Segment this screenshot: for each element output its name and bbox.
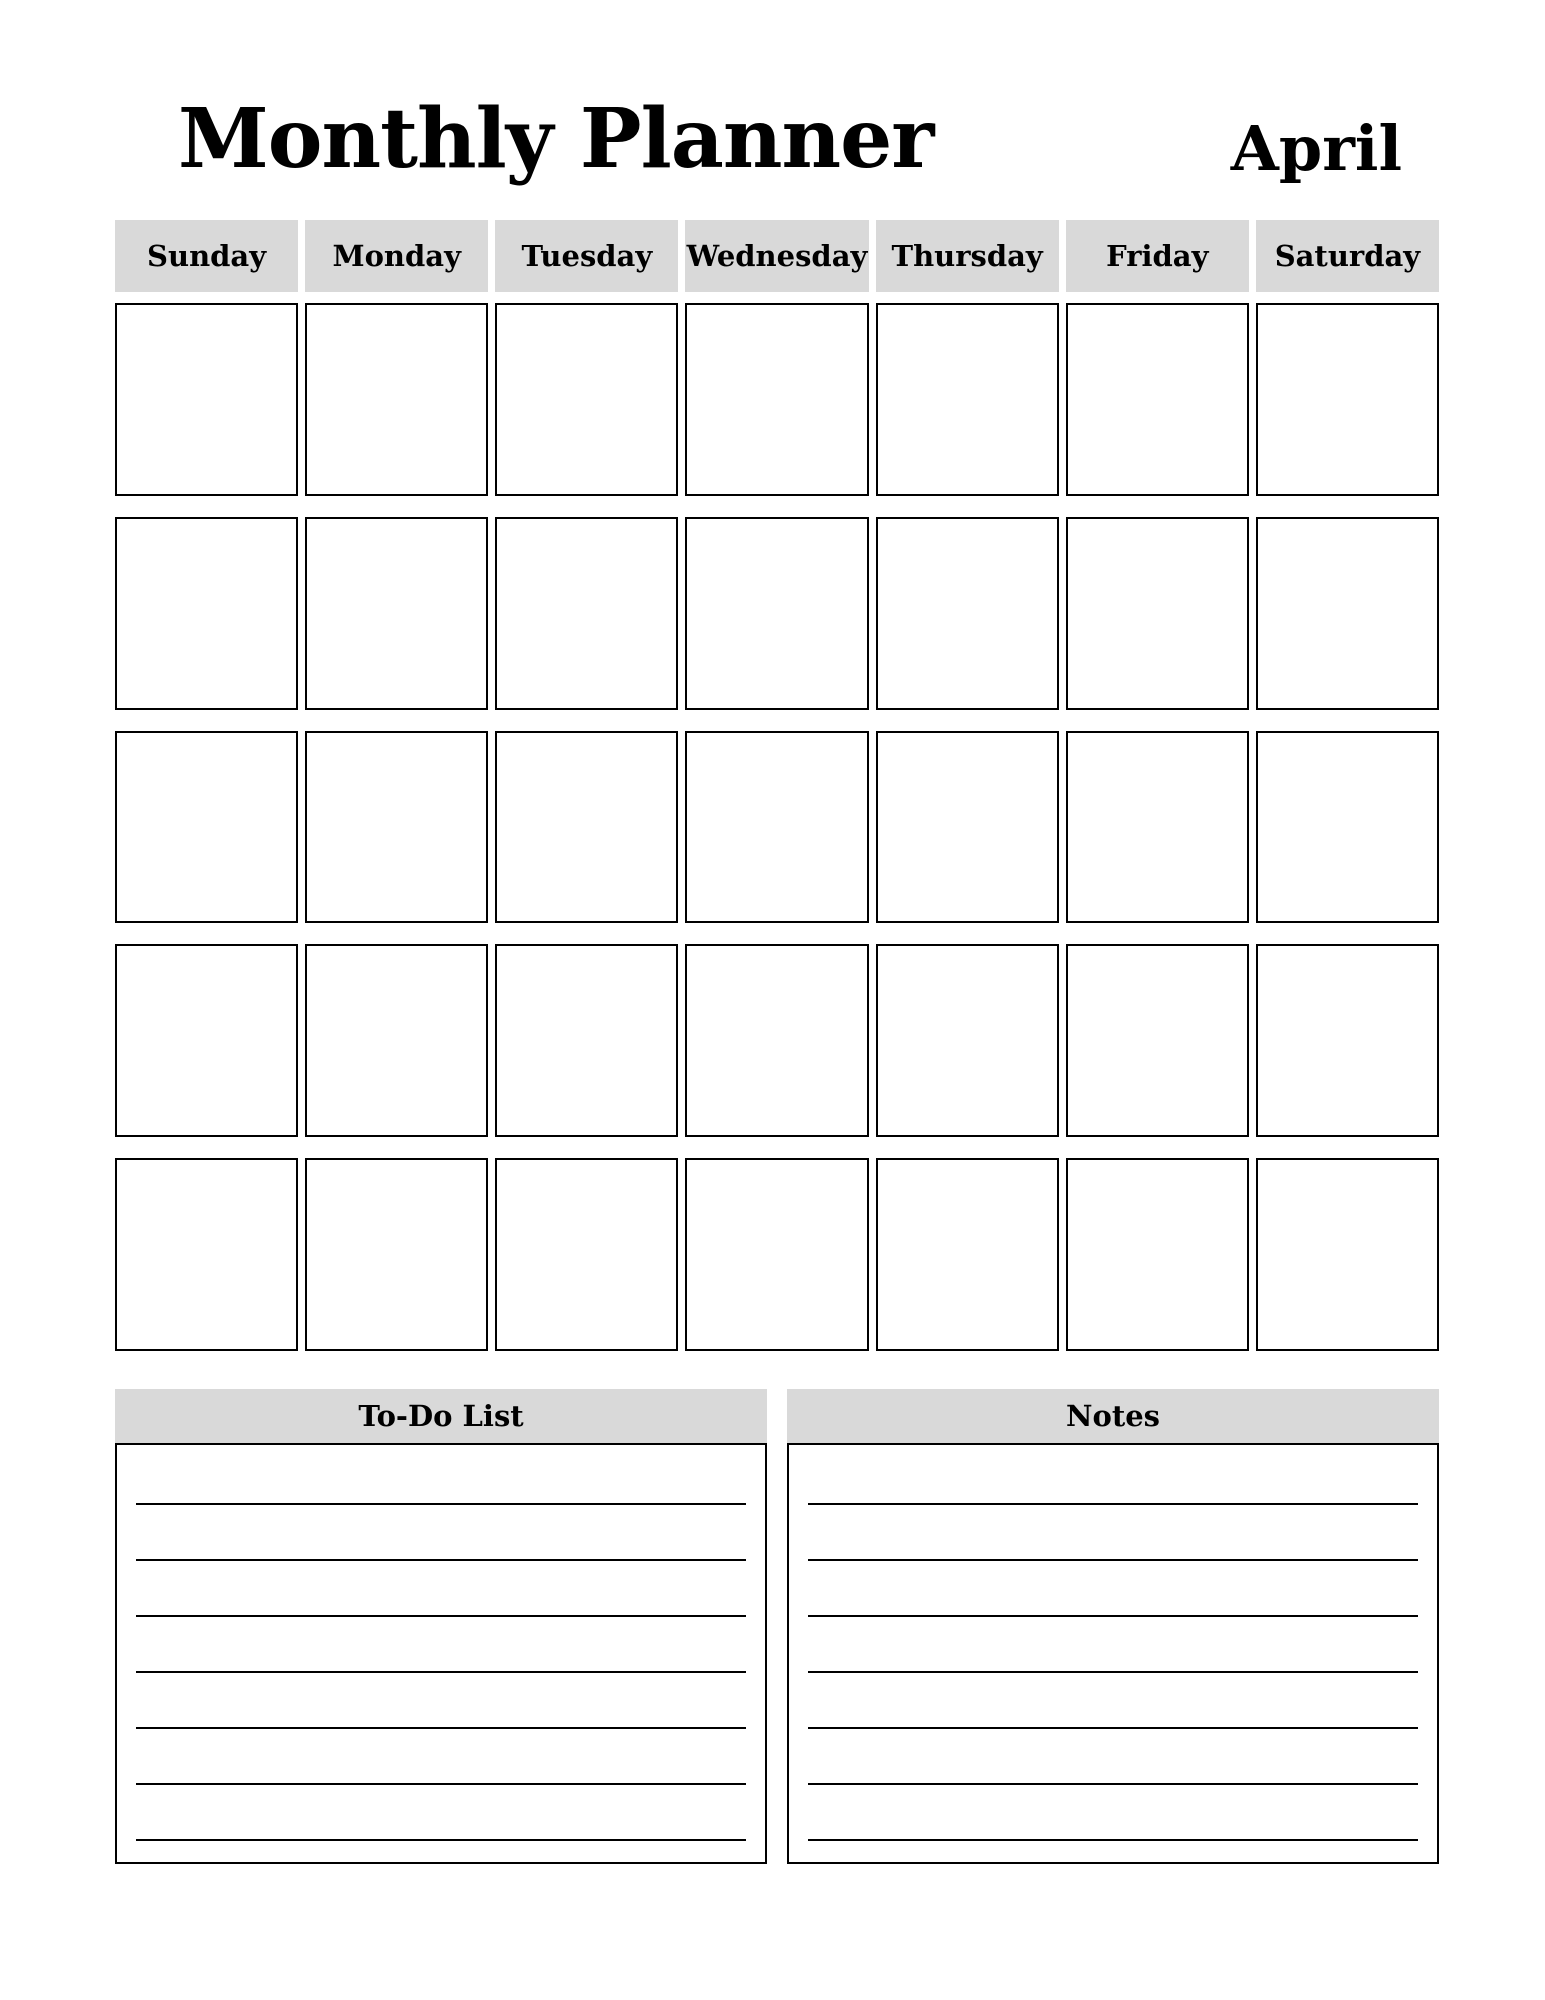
day-cell[interactable] [876,517,1059,710]
todo-line[interactable] [136,1503,746,1505]
day-cell[interactable] [685,731,868,924]
day-cell[interactable] [1066,731,1249,924]
day-cell[interactable] [305,731,488,924]
weekday-header-tuesday: Tuesday [495,220,678,292]
weekday-header-sunday: Sunday [115,220,298,292]
todo-panel-body[interactable] [115,1443,767,1864]
day-cell[interactable] [495,517,678,710]
calendar-grid [115,303,1439,1351]
day-cell[interactable] [1256,1158,1439,1351]
todo-line[interactable] [136,1615,746,1617]
day-cell[interactable] [115,731,298,924]
notes-panel [787,1389,1439,1866]
day-cell[interactable] [305,1158,488,1351]
day-cell[interactable] [876,944,1059,1137]
day-cell[interactable] [1256,731,1439,924]
day-cell[interactable] [685,303,868,496]
weekday-header-thursday: Thursday [876,220,1059,292]
todo-line[interactable] [136,1839,746,1841]
day-cell[interactable] [305,517,488,710]
notes-line[interactable] [808,1839,1418,1841]
day-cell[interactable] [115,944,298,1137]
day-cell[interactable] [1256,517,1439,710]
todo-line[interactable] [136,1783,746,1785]
day-cell[interactable] [876,1158,1059,1351]
notes-panel-body[interactable] [787,1443,1439,1864]
day-cell[interactable] [1066,944,1249,1137]
todo-line[interactable] [136,1671,746,1673]
weekday-header-row [115,220,1439,292]
weekday-header-monday: Monday [305,220,488,292]
day-cell[interactable] [495,944,678,1137]
day-cell[interactable] [876,303,1059,496]
day-cell[interactable] [305,303,488,496]
notes-line[interactable] [808,1615,1418,1617]
notes-line[interactable] [808,1671,1418,1673]
weekday-header-wednesday: Wednesday [685,220,868,292]
day-cell[interactable] [1066,1158,1249,1351]
day-cell[interactable] [685,517,868,710]
notes-line[interactable] [808,1727,1418,1729]
todo-line[interactable] [136,1727,746,1729]
notes-line[interactable] [808,1783,1418,1785]
weekday-header-friday: Friday [1066,220,1249,292]
day-cell[interactable] [305,944,488,1137]
day-cell[interactable] [115,303,298,496]
day-cell[interactable] [115,1158,298,1351]
day-cell[interactable] [495,303,678,496]
day-cell[interactable] [495,731,678,924]
day-cell[interactable] [495,1158,678,1351]
day-cell[interactable] [876,731,1059,924]
day-cell[interactable] [115,517,298,710]
day-cell[interactable] [685,944,868,1137]
weekday-header-saturday: Saturday [1256,220,1439,292]
day-cell[interactable] [1066,517,1249,710]
day-cell[interactable] [1066,303,1249,496]
notes-line[interactable] [808,1559,1418,1561]
todo-line[interactable] [136,1559,746,1561]
day-cell[interactable] [1256,303,1439,496]
day-cell[interactable] [1256,944,1439,1137]
notes-line[interactable] [808,1503,1418,1505]
month-label: April [1230,112,1402,185]
todo-panel [115,1389,767,1866]
todo-panel-header: To-Do List [115,1389,767,1443]
day-cell[interactable] [685,1158,868,1351]
notes-panel-header: Notes [787,1389,1439,1443]
page-title: Monthly Planner [178,91,934,187]
